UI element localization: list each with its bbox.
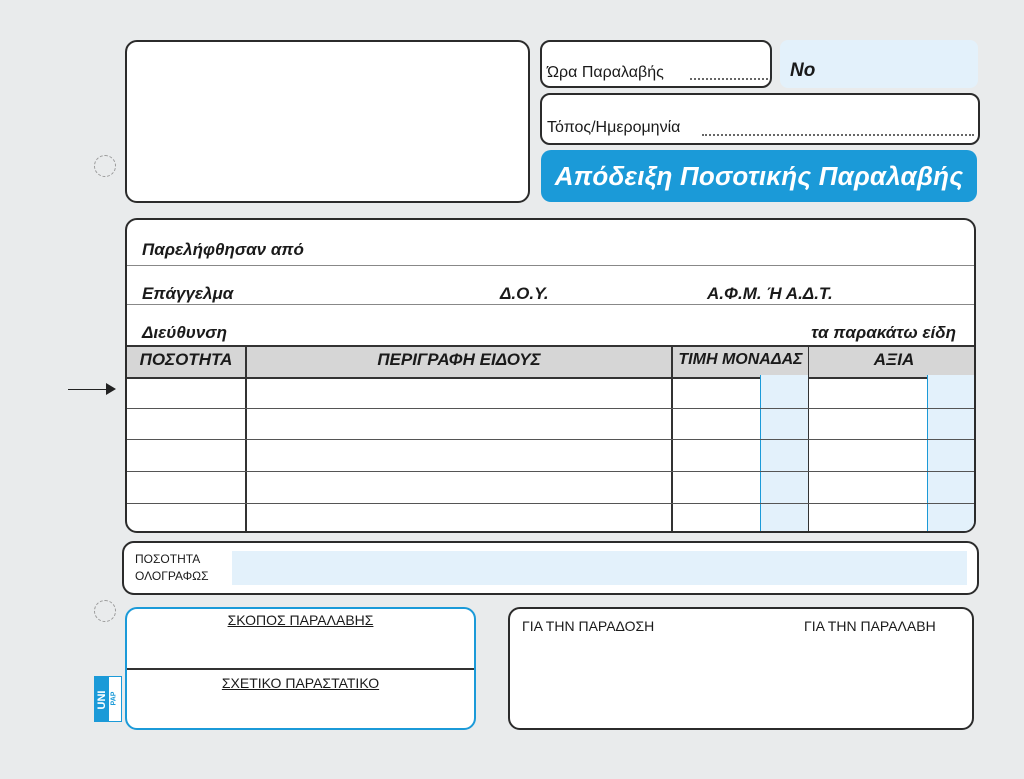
binding-hole-bottom [94, 600, 116, 622]
number-label: No [790, 60, 816, 81]
document-title: Απόδειξη Ποσοτικής Παραλαβής [541, 150, 977, 202]
header-quantity: ΠΟΣΟΤΗΤΑ [139, 350, 233, 369]
number-box [780, 40, 978, 88]
arrow-head-icon [106, 383, 116, 395]
quantity-words-field[interactable] [232, 551, 967, 585]
table-row[interactable] [127, 471, 974, 472]
receipt-time-box[interactable] [540, 40, 772, 88]
items-below-label: τα παρακάτω είδη [811, 323, 956, 342]
unit-price-cents-column [760, 375, 809, 531]
receipt-time-label: Ώρα Παραλαβής [547, 64, 664, 81]
quantity-words-label-1: ΠΟΣΟΤΗΤΑ [135, 552, 201, 566]
received-from-line[interactable] [127, 265, 974, 266]
tax-office-label: Δ.Ο.Υ. [500, 284, 549, 303]
header-value: ΑΞΙΑ [873, 350, 915, 369]
place-date-box[interactable] [540, 93, 980, 145]
brand-logo-bottom: PAP [110, 691, 118, 706]
table-row[interactable] [127, 439, 974, 440]
profession-line[interactable] [127, 304, 974, 305]
value-cents-column [927, 375, 976, 531]
place-date-label: Τόπος/Ημερομηνία [547, 119, 681, 136]
brand-logo [94, 676, 122, 722]
received-from-label: Παρελήφθησαν από [142, 240, 304, 259]
table-row[interactable] [127, 503, 974, 504]
header-unit-price: ΤΙΜΗ ΜΟΝΑΔΑΣ [678, 351, 803, 368]
place-date-field[interactable] [702, 134, 974, 136]
receipt-signature-label: ΓΙΑ ΤΗΝ ΠΑΡΑΛΑΒΗ [804, 618, 936, 634]
company-stamp-area[interactable] [125, 40, 530, 203]
receipt-time-field[interactable] [690, 78, 768, 80]
table-row[interactable] [127, 408, 974, 409]
purpose-label: ΣΚΟΠΟΣ ΠΑΡΑΛΑΒΗΣ [227, 612, 374, 628]
brand-logo-top: UNI [96, 690, 108, 710]
delivery-signature-label: ΓΙΑ ΤΗΝ ΠΑΡΑΔΟΣΗ [522, 618, 655, 634]
purpose-field[interactable] [127, 668, 474, 670]
quantity-words-label-2: ΟΛΟΓΡΑΦΩΣ [135, 569, 209, 583]
header-description: ΠΕΡΙΓΡΑΦΗ ΕΙΔΟΥΣ [377, 350, 541, 369]
binding-hole-top [94, 155, 116, 177]
row-arrow-icon [68, 389, 108, 390]
address-label: Διεύθυνση [142, 323, 227, 342]
vat-id-label: Α.Φ.Μ. Ή Α.Δ.Τ. [707, 284, 833, 303]
quantity-words-box [122, 541, 979, 595]
related-document-label: ΣΧΕΤΙΚΟ ΠΑΡΑΣΤΑΤΙΚΟ [221, 675, 380, 691]
profession-label: Επάγγελμα [142, 284, 234, 303]
signatures-box[interactable] [508, 607, 974, 730]
main-form [125, 218, 976, 533]
purpose-box [125, 607, 476, 730]
